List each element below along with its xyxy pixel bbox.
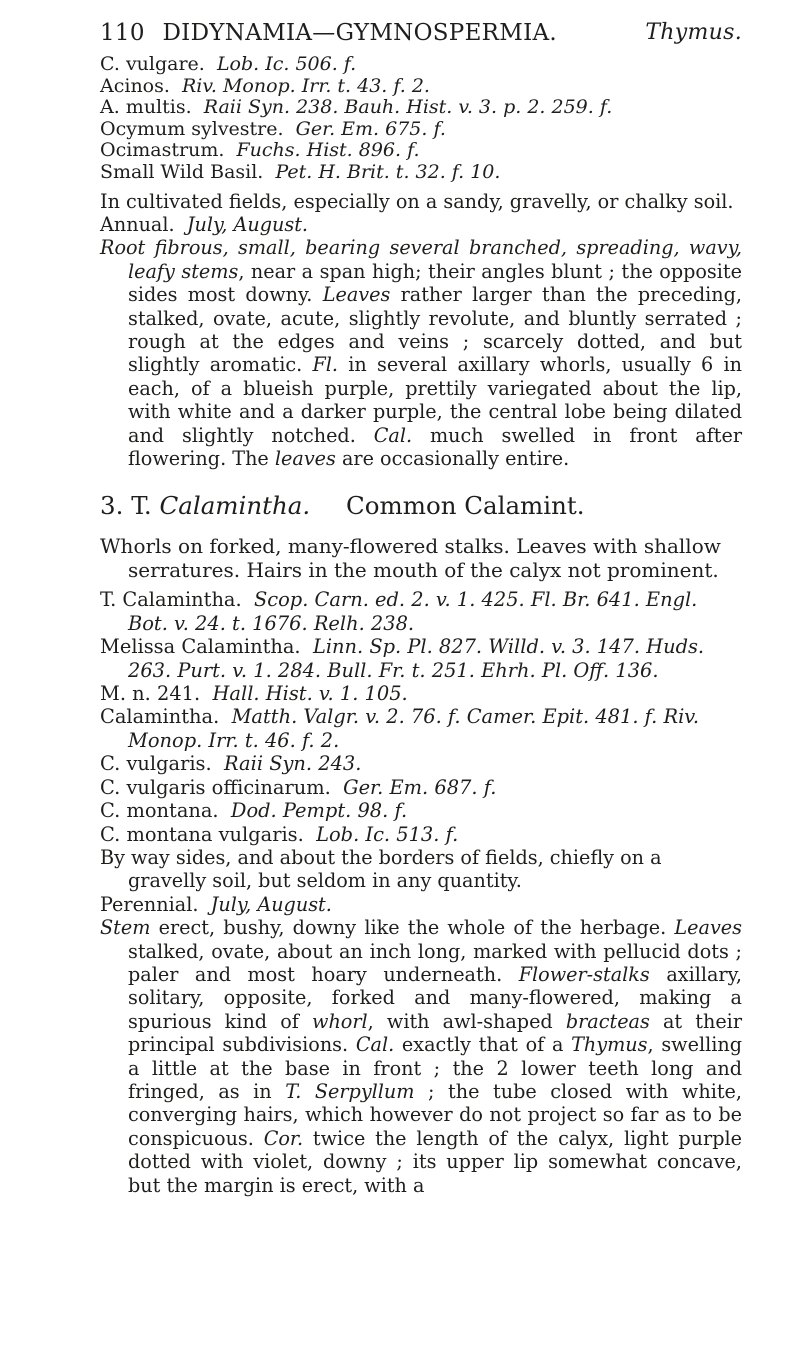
synonym-list: [100, 588, 742, 845]
top-synonym-list: [100, 54, 742, 184]
running-genus: Thymus.: [645, 20, 742, 45]
term: Stem: [100, 916, 151, 940]
synonym-ref: Ger. Em. 675. f.: [295, 117, 446, 140]
synonym-ref: Riv. Monop. Irr. t. 43. f. 2.: [182, 74, 430, 97]
description-text: Root fibrous, small, bearing several branched, spreading, wavy, leafy: [100, 236, 742, 283]
habitat: In cultivated fields, especially on a sandy, gravelly, or chalky soil.: [100, 189, 734, 213]
synonym-ref: Lob. Ic. 506. f.: [216, 53, 357, 75]
synonym-name: C. montana.: [100, 799, 219, 823]
description-text: axillary, solitary, opposite, forked and many-flowered, making a spurious kind of: [128, 962, 742, 1033]
synonym-ref: Matth. Valgr. v. 2. 76. f. Camer. Epit. 481. f. Riv. Monop. Irr. t. 46. f. 2.: [128, 705, 700, 752]
synonym-line: [100, 162, 742, 184]
synonym-entry: [100, 799, 742, 822]
flowering-months: July, August.: [210, 892, 332, 916]
synonym-name: Small Wild Basil.: [100, 160, 264, 183]
description-text: in several axillary whorls, usually 6 in each, of a blueish purple, prettily variegated about the lip, with white and a darker purple, the central lobe being dilated and slightly notched.: [128, 353, 743, 447]
synonym-entry: [100, 588, 742, 635]
synonym-name: Melissa Calamintha.: [100, 635, 301, 659]
synonym-line: [100, 76, 742, 98]
synonym-entry: [100, 823, 742, 846]
synonym-line: [100, 54, 742, 76]
term: Cal.: [373, 423, 413, 447]
term: Fl.: [312, 353, 339, 377]
description-text: exactly that of a: [394, 1033, 572, 1057]
term: Flower-stalks: [518, 962, 650, 986]
habitat: By way sides, and about the borders of fields, chiefly on a gravelly soil, but seldom in any quantity.: [100, 845, 662, 893]
term: Leaves: [322, 283, 391, 307]
synonym-ref: Ger. Em. 687. f.: [343, 775, 497, 799]
description-text: erect, bushy, downy like the whole of the herbage.: [150, 916, 675, 940]
description-text: are occasionally entire.: [335, 447, 570, 471]
genus-abbr: T.: [131, 491, 152, 521]
term: T.: [285, 1079, 302, 1103]
synonym-ref: Linn. Sp. Pl. 827. Willd. v. 3. 147. Huds. 263. Purt. v. 1. 284. Bull. Fr. t. 251. Ehrh. Pl. Off. 136.: [128, 635, 705, 682]
synonym-name: C. vulgaris officinarum.: [100, 775, 331, 799]
description-text: rather larger than the preceding, stalked, ovate, acute, slightly revolute, and bluntly serrated ; rough at the edges and veins ; scarcely dotted, and but slightly aromatic.: [128, 283, 742, 377]
synonym-name: C. vulgaris.: [100, 752, 212, 776]
term: Leaves: [674, 916, 742, 940]
term: stems: [181, 259, 239, 283]
duration: [100, 213, 742, 236]
description-text: twice the length of the calyx, light purple dotted with violet, downy ; its upper lip somewhat concave, but the margin is erect, with a: [128, 1126, 742, 1197]
synonym-name: M. n. 241.: [100, 682, 201, 706]
term: Cal.: [355, 1033, 395, 1057]
synonym-ref: Dod. Pempt. 98. f.: [230, 799, 408, 823]
description-text: , swelling a little at the base in front ; the 2 lower teeth long and fringed, as in: [128, 1033, 742, 1103]
description-text: ; the tube closed with white, converging hairs, which however do not project so far as to be conspicuous.: [128, 1079, 742, 1150]
species-heading: [100, 492, 742, 520]
duration-label: Perennial.: [100, 892, 199, 916]
flowering-months: July, August.: [186, 212, 308, 236]
species-name: Calamintha.: [159, 491, 311, 521]
term: whorl: [312, 1009, 368, 1033]
synonym-ref: Hall. Hist. v. 1. 105.: [212, 682, 408, 706]
synonym-name: T. Calamintha.: [100, 588, 242, 612]
description-text: , with awl-shaped: [367, 1009, 566, 1033]
synonym-name: C. montana vulgaris.: [100, 822, 304, 846]
synonym-ref: Fuchs. Hist. 896. f.: [236, 139, 420, 162]
description: [100, 236, 742, 470]
term: leaves: [274, 447, 336, 471]
running-title: DIDYNAMIA—GYMNOSPERMIA.: [162, 20, 558, 46]
page-number: 110: [100, 20, 145, 46]
synonym-line: [100, 119, 742, 141]
term: bracteas: [565, 1009, 650, 1033]
synonym-name: Calamintha.: [100, 705, 220, 729]
term: Cor.: [263, 1126, 304, 1150]
synonym-ref: Raii Syn. 238. Bauh. Hist. v. 3. p. 2. 259. f.: [203, 96, 613, 119]
description-text: much swelled in front after flowering. The: [128, 423, 742, 471]
term: Thymus: [571, 1033, 648, 1057]
term: Serpyllum: [314, 1079, 415, 1103]
synonym-name: C. vulgare.: [100, 53, 205, 75]
description-text: at their principal subdivisions.: [128, 1009, 742, 1057]
synonym-name: Ocimastrum.: [100, 139, 225, 162]
synonym-ref: Lob. Ic. 513. f.: [316, 822, 459, 846]
duration-label: Annual.: [100, 212, 175, 236]
diagnosis: Whorls on forked, many-flowered stalks. Leaves with shallow serratures. Hairs in the mouth of the calyx not prominent.: [100, 534, 721, 583]
synonym-line: [100, 140, 742, 162]
description-text: stalked, ovate, about an inch long, marked with pellucid dots ; paler and most hoary underneath.: [128, 939, 742, 986]
synonym-name: Ocymum sylvestre.: [100, 117, 284, 140]
synonym-entry: [100, 752, 742, 775]
synonym-line: [100, 97, 742, 119]
synonym-entry: [100, 682, 742, 705]
duration: [100, 893, 742, 916]
description: [100, 916, 742, 1197]
running-head: [100, 20, 742, 46]
synonym-name: A. multis.: [100, 96, 192, 119]
synonym-entry: [100, 635, 742, 682]
common-name: Common Calamint.: [345, 491, 585, 521]
synonym-ref: Pet. H. Brit. t. 32. f. 10.: [275, 160, 501, 183]
synonym-entry: [100, 776, 742, 799]
synonym-ref: Scop. Carn. ed. 2. v. 1. 425. Fl. Br. 641. Engl. Bot. v. 24. t. 1676. Relh. 238.: [128, 588, 698, 635]
synonym-entry: [100, 705, 742, 752]
synonym-ref: Raii Syn. 243.: [224, 752, 362, 776]
description-text: , near a span high; their angles blunt ; the opposite sides most downy.: [128, 259, 742, 307]
species-number: 3.: [100, 491, 124, 521]
synonym-name: Acinos.: [100, 74, 170, 97]
